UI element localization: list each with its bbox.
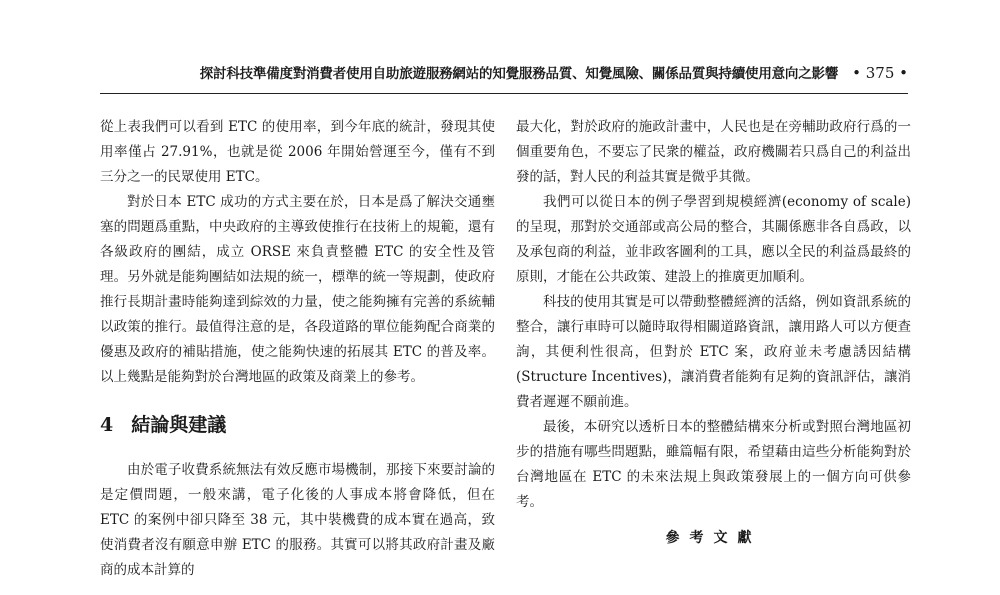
right-paragraph-1: 最大化，對於政府的施政計畫中，人民也是在旁輔助政府行爲的一個重要角色，不要忘了民衆的權益，政府機關若只爲自己的利益出發的話，對人民的利益其實是微乎其微。	[516, 119, 911, 185]
left-paragraph-2: 對於日本 ETC 成功的方式主要在於，日本是爲了解決交通壅塞的問題爲重點，中央政府的主導致使推行在技術上的規範，還有各級政府的團結，成立 ORSE 來負責整體 ETC 的安全性及管理。另外就是能夠團結如法規的統一，標準的統一等規劃，使政府推行長期計畫時能夠達到綜效的力量，使之能夠擁有完善的系統輔以政策的推行。最值得注意的是，各段道路的單位能夠配合商業的優惠及政府的補貼措施，使之能夠快速的拓展其 ETC 的普及率。以上幾點是能夠對於台灣地區的政策及商業上的參考。	[100, 194, 495, 385]
running-header	[100, 62, 908, 82]
right-column	[516, 115, 911, 547]
page-number: • 375 •	[852, 64, 908, 82]
section-title: 結論與建議	[131, 414, 227, 436]
header-rule	[100, 93, 908, 94]
left-paragraph-1: 從上表我們可以看到 ETC 的使用率，到今年底的統計，發現其使用率僅占 27.91%，也就是從 2006 年開始營運至今，僅有不到三分之一的民眾使用 ETC。	[100, 119, 495, 185]
running-header-title: 探討科技準備度對消費者使用自助旅遊服務網站的知覺服務品質、知覺風險、關係品質與持續使用意向之影響	[199, 66, 839, 82]
right-paragraph-4: 最後，本研究以透析日本的整體結構來分析或對照台灣地區初步的措施有哪些問題點，雖篇幅有限，希望藉由這些分析能夠對於台灣地區在 ETC 的未來法規上與政策發展上的一個方向可供參考。	[516, 419, 911, 510]
section-number: 4	[100, 414, 114, 436]
right-paragraph-2: 我們可以從日本的例子學習到規模經濟(economy of scale)的呈現，那對於交通部或高公局的整合，其關係應非各自爲政，以及承包商的利益，並非政客圖利的工具，應以全民的利益爲最終的原則，才能在公共政策、建設上的推廣更加順利。	[516, 194, 911, 285]
references-heading: 參考文獻	[665, 530, 762, 546]
left-paragraph-3: 由於電子收費系統無法有效反應市場機制，那接下來要討論的是定價問題，一般來講，電子化後的人事成本將會降低，但在 ETC 的案例中卻只降至 38 元，其中裝機費的成本實在過高，致使消費者沒有願意申辦 ETC 的服務。其實可以將其政府計畫及廠商的成本計算的	[100, 462, 495, 578]
left-column	[100, 115, 495, 583]
right-paragraph-3: 科技的使用其實是可以帶動整體經濟的活絡，例如資訊系統的整合，讓行車時可以隨時取得相關道路資訊，讓用路人可以方便查詢，其便利性很高，但對於 ETC 案，政府並未考慮誘因結構(Structure Incentives)，讓消費者能夠有足夠的資訊評估，讓消費者遲遲不願前進。	[516, 294, 911, 410]
section-heading	[100, 412, 495, 438]
